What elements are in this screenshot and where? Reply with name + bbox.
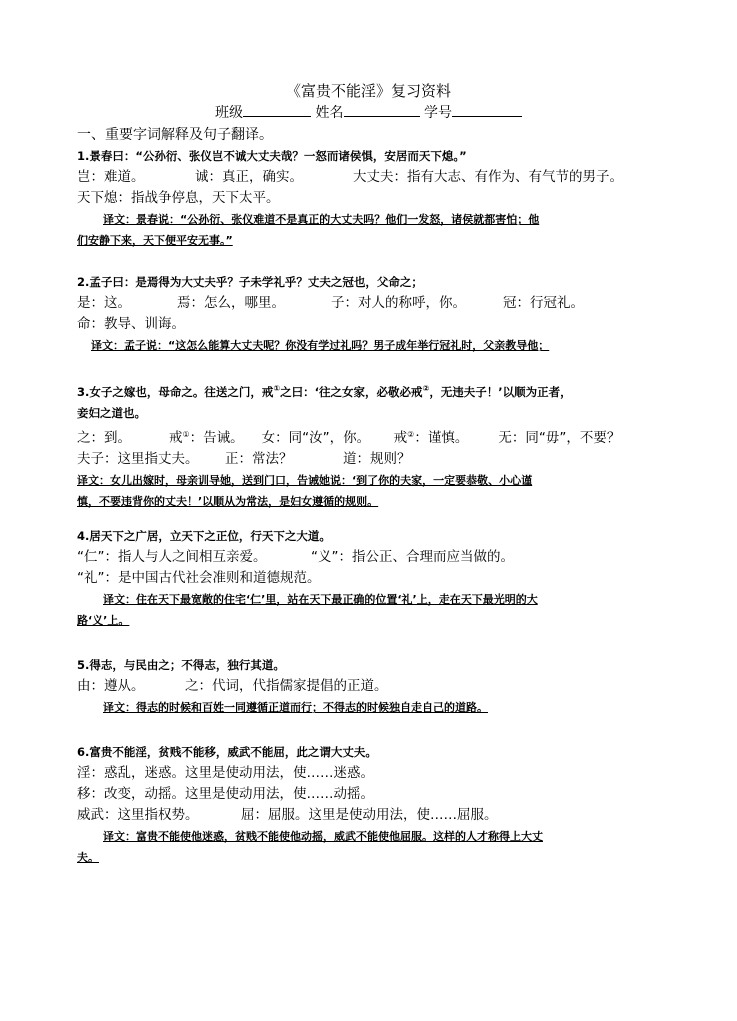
vocab-row bbox=[77, 676, 667, 697]
vocab-item: 移：改变，动摇。这里是使动用法，使……动摇。 bbox=[77, 786, 374, 802]
vocab-item: “仁”：指人与人之间相互亲爱。 bbox=[77, 549, 267, 565]
vocab-item: ：告诫。 bbox=[189, 430, 244, 447]
footnote-mark: ① bbox=[182, 429, 190, 439]
vocab-item: 夫子：这里指丈夫。 bbox=[77, 451, 199, 468]
vocab-row bbox=[77, 424, 667, 450]
vocab-row bbox=[77, 547, 667, 568]
question-4: 4.居天下之广居，立天下之正位，行天下之大道。 bbox=[77, 529, 331, 543]
section-5 bbox=[77, 655, 667, 718]
question-6: 6.富贵不能淫，贫贱不能移，威武不能屈，此之谓大丈夫。 bbox=[77, 745, 377, 759]
vocab-item: 之：代词，代指儒家提倡的正道。 bbox=[185, 678, 388, 694]
name-blank[interactable] bbox=[344, 104, 420, 117]
footnote-mark: ② bbox=[407, 429, 415, 439]
vocab-item: 戒 bbox=[393, 430, 408, 447]
section-2 bbox=[77, 272, 667, 356]
vocab-item: 道：规则？ bbox=[343, 451, 411, 468]
vocab-item: 威武：这里指权势。 bbox=[77, 807, 199, 823]
translation-6-cont: 夫。 bbox=[77, 851, 99, 864]
vocab-row bbox=[77, 784, 667, 805]
class-label: 班级 bbox=[215, 105, 244, 121]
student-info-line bbox=[0, 102, 737, 122]
vocab-item: “义”：指公正、合理而应当做的。 bbox=[311, 549, 514, 565]
section-4 bbox=[77, 526, 667, 631]
vocab-item: 淫：惑乱，迷惑。这里是使动用法，使……迷惑。 bbox=[77, 765, 374, 781]
question-3-part: 3.女子之嫁也，母命之。往送之门，戒 bbox=[77, 384, 274, 399]
vocab-row bbox=[77, 449, 667, 470]
vocab-item: 大丈夫：指有大志、有作为、有气节的男子。 bbox=[353, 169, 623, 185]
translation-1: 译文：景春说：“公孙衍、张仪难道不是真正的大丈夫吗？他们一发怒，诸侯就都害怕；他 bbox=[103, 213, 540, 226]
section-6 bbox=[77, 742, 667, 868]
question-1: 1.景春曰：“公孙衍、张仪岂不诚大丈夫哉？一怒而诸侯惧，安居而天下熄。” bbox=[77, 149, 467, 163]
footnote-mark: ② bbox=[422, 384, 430, 393]
translation-5: 译文：得志的时候和百姓一同遵循正道而行；不得志的时候独自走自己的道路。 bbox=[103, 701, 488, 714]
vocab-item: 无：同“毋”，不要？ bbox=[498, 430, 621, 447]
vocab-item: 正：常法？ bbox=[225, 451, 293, 468]
vocab-row bbox=[77, 763, 667, 784]
vocab-item: “礼”：是中国古代社会准则和道德规范。 bbox=[77, 570, 321, 586]
question-3-part: 之曰：‘往之女家，必敬必戒 bbox=[280, 384, 423, 399]
vocab-item: 之：到。 bbox=[77, 430, 131, 447]
question-2: 2.孟子曰：是焉得为大丈夫乎？子未学礼乎？丈夫之冠也，父命之； bbox=[77, 275, 423, 289]
vocab-row bbox=[77, 188, 667, 209]
name-label: 姓名 bbox=[315, 105, 344, 121]
question-3-cont: 妾妇之道也。 bbox=[77, 405, 146, 420]
translation-1-cont: 们安静下来，天下便平安无事。” bbox=[77, 234, 233, 247]
vocab-row bbox=[77, 167, 667, 188]
vocab-item: 是：这。 bbox=[77, 295, 131, 311]
vocab-item: 女：同“汝”，你。 bbox=[261, 430, 371, 447]
vocab-item: 戒 bbox=[169, 430, 183, 447]
vocab-item: ：谨慎。 bbox=[414, 430, 469, 447]
translation-3-cont: 慎，不要违背你的丈夫！’以顺从为常法，是妇女遵循的规则。 bbox=[77, 495, 379, 509]
vocab-item: 屈：屈服。这里是使动用法，使……屈服。 bbox=[241, 807, 498, 823]
translation-3: 译文：女儿出嫁时，母亲训导她，送到门口，告诫她说：‘到了你的夫家，一定要恭敬、小心谨 bbox=[77, 474, 533, 488]
vocab-item: 岂：难道。 bbox=[77, 169, 145, 185]
question-3-part: ，无违夫子！’以顺为正者， bbox=[429, 384, 572, 399]
vocab-row bbox=[77, 568, 667, 589]
class-blank[interactable] bbox=[243, 104, 311, 117]
vocab-item: 子：对人的称呼，你。 bbox=[331, 295, 466, 311]
section-heading: 一、重要字词解释及句子翻译。 bbox=[77, 127, 273, 143]
vocab-item: 诚：真正，确实。 bbox=[195, 169, 303, 185]
id-label: 学号 bbox=[423, 105, 452, 121]
footnote-mark: ① bbox=[273, 384, 281, 393]
vocab-item: 天下熄：指战争停息，天下太平。 bbox=[77, 190, 280, 206]
vocab-row bbox=[77, 293, 667, 314]
section-1 bbox=[77, 146, 667, 251]
translation-2: 译文：孟子说：“这怎么能算大丈夫呢？你没有学过礼吗？男子成年举行冠礼时，父亲教导他； bbox=[91, 339, 550, 352]
id-blank[interactable] bbox=[452, 104, 522, 117]
translation-4-cont: 路‘义’上。 bbox=[77, 614, 130, 627]
vocab-item: 由：遵从。 bbox=[77, 678, 145, 694]
vocab-item: 焉：怎么，哪里。 bbox=[177, 295, 285, 311]
section-3 bbox=[77, 378, 667, 512]
vocab-item: 命：教导、训诲。 bbox=[77, 316, 185, 332]
document-title: 《富贵不能淫》复习资料 bbox=[285, 82, 451, 100]
question-5: 5.得志，与民由之；不得志，独行其道。 bbox=[77, 658, 285, 672]
question-3 bbox=[77, 378, 667, 403]
vocab-row bbox=[77, 805, 667, 826]
vocab-row bbox=[77, 314, 667, 335]
translation-4: 译文：住在天下最宽敞的住宅‘仁’里，站在天下最正确的位置‘礼’上，走在天下最光明的大 bbox=[103, 593, 538, 606]
translation-6: 译文：富贵不能使他迷惑，贫贱不能使他动摇，威武不能使他屈服。这样的人才称得上大丈 bbox=[103, 830, 543, 843]
vocab-item: 冠：行冠礼。 bbox=[503, 295, 584, 311]
